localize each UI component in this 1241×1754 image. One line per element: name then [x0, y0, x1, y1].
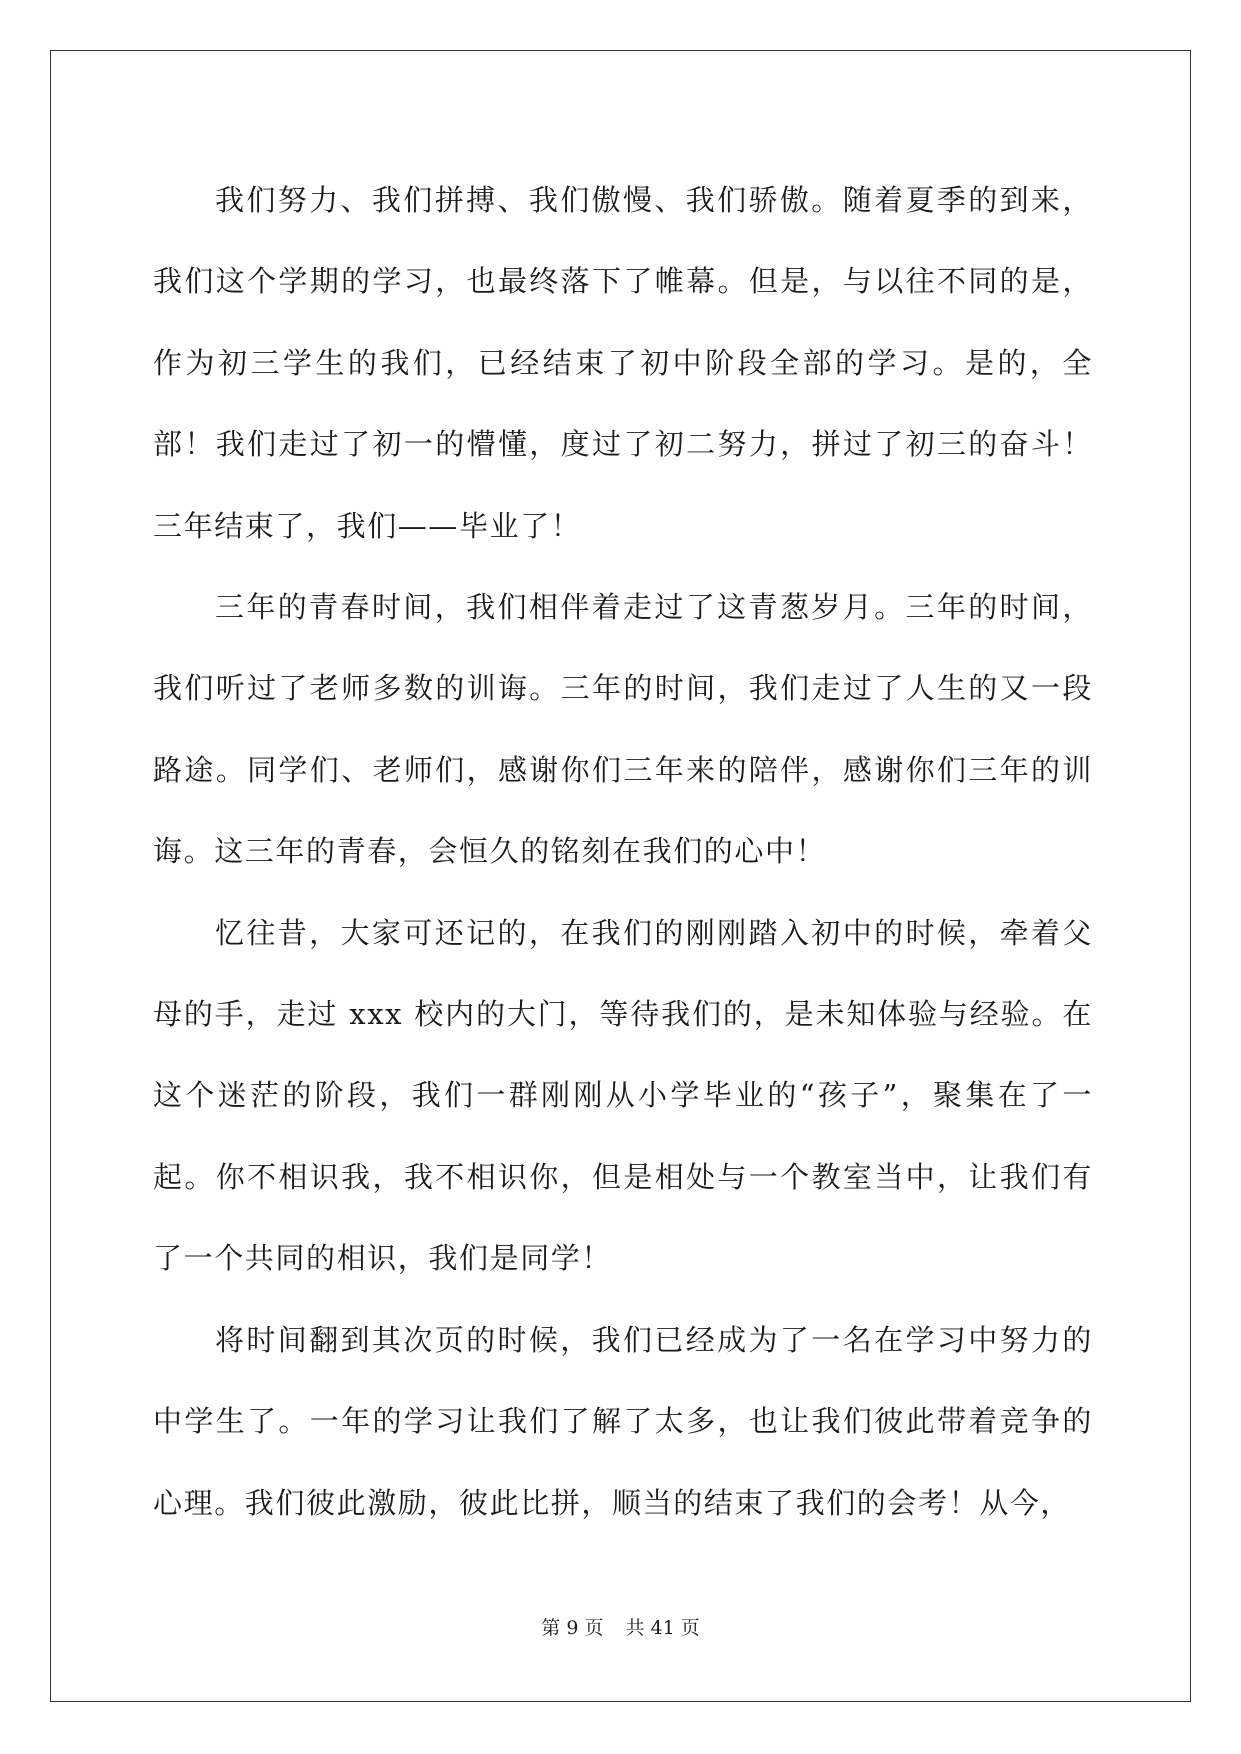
paragraph: 忆往昔，大家可还记的，在我们的刚刚踏入初中的时候，牵着父母的手，走过 xxx 校内的大门，等待我们的，是未知体验与经验。在这个迷茫的阶段，我们一群刚刚从小学毕业的“孩子”，聚集在了一起。你不相识我，我不相识你，但是相处与一个教室当中，让我们有了一个共同的相识，我们是同学！ [153, 915, 1093, 1276]
paragraph: 三年的青春时间，我们相伴着走过了这青葱岁月。三年的时间，我们听过了老师多数的训诲。三年的时间，我们走过了人生的又一段路途。同学们、老师们，感谢你们三年来的陪伴，感谢你们三年的训诲。这三年的青春，会恒久的铭刻在我们的心中！ [153, 590, 1093, 869]
paragraph: 将时间翻到其次页的时候，我们已经成为了一名在学习中努力的中学生了。一年的学习让我们了解了太多，也让我们彼此带着竞争的心理。我们彼此激励，彼此比拼，顺当的结束了我们的会考！从今， [153, 1322, 1093, 1520]
total-pages: 共 41 页 [625, 1617, 700, 1639]
paragraph: 我们努力、我们拼搏、我们傲慢、我们骄傲。随着夏季的到来，我们这个学期的学习，也最终落下了帷幕。但是，与以往不同的是，作为初三学生的我们，已经结束了初中阶段全部的学习。是的，全部！我们走过了初一的懵懂，度过了初二努力，拼过了初三的奋斗！三年结束了，我们——毕业了！ [153, 183, 1093, 543]
page-number: 第 9 页 [541, 1617, 604, 1639]
document-body [153, 160, 1093, 1544]
page-footer [0, 1616, 1241, 1640]
